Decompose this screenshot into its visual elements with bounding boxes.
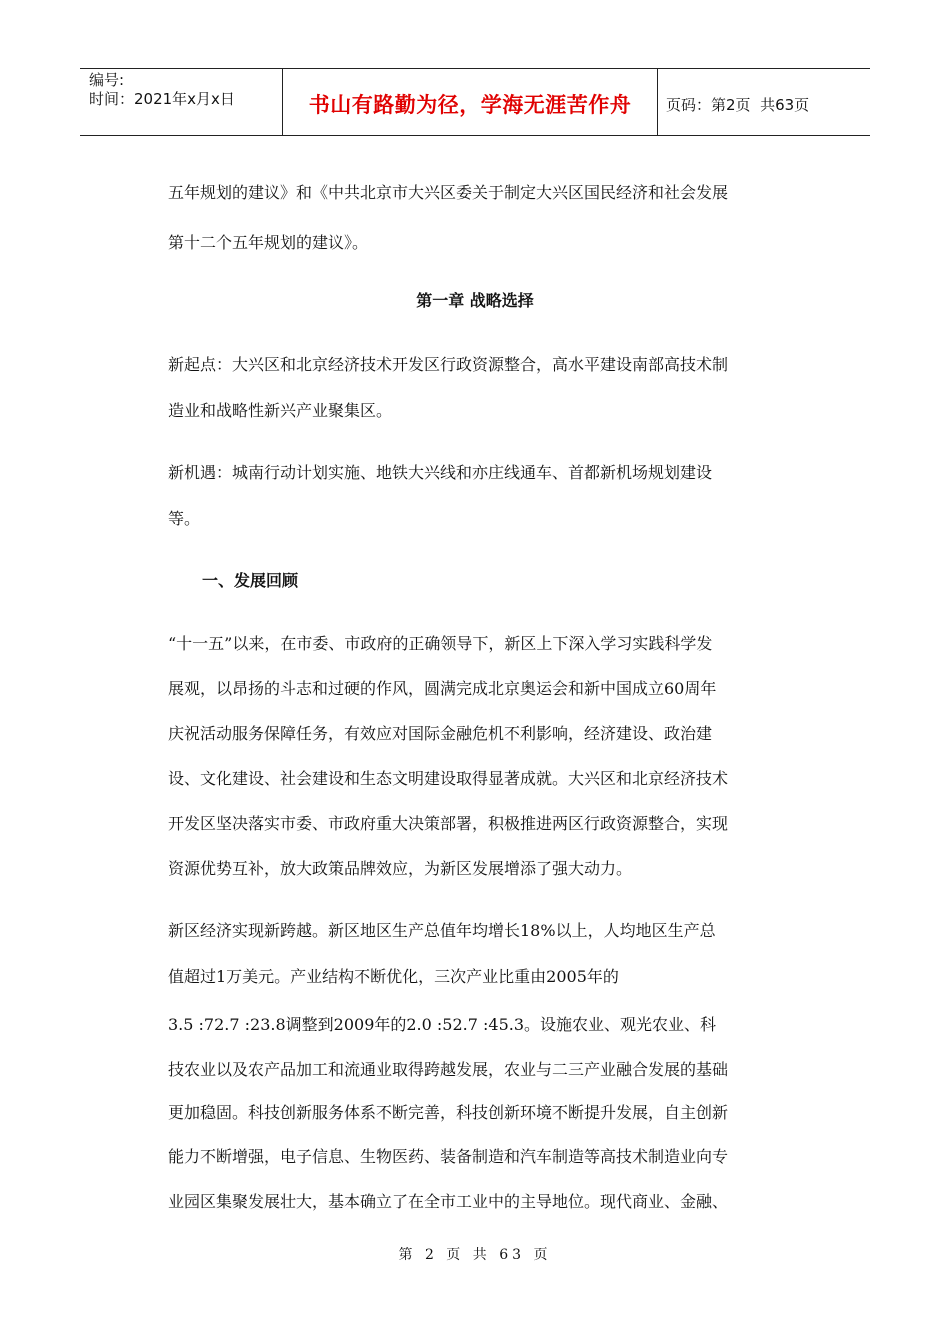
text-line: 更加稳固。科技创新服务体系不断完善，科技创新环境不断提升发展，自主创新 bbox=[168, 1103, 729, 1122]
text-line: 展观，以昂扬的斗志和过硬的作风，圆满完成北京奥运会和新中国成立60周年 bbox=[168, 679, 717, 698]
page-info-text: 页码：第2页 共63页 bbox=[666, 95, 810, 114]
text-line: 开发区坚决落实市委、市政府重大决策部署，积极推进两区行政资源整合，实现 bbox=[168, 814, 729, 833]
text-line: 等。 bbox=[168, 509, 201, 528]
text-line: 值超过1万美元。产业结构不断优化，三次产业比重由2005年的 bbox=[168, 967, 619, 986]
text-line: 能力不断增强，电子信息、生物医药、装备制造和汽车制造等高技术制造业向专 bbox=[168, 1147, 729, 1166]
document-date: 时间：2021年x月x日 bbox=[89, 90, 235, 108]
page-footer: 第 2 页 共 63 页 bbox=[398, 1247, 552, 1263]
section-title: 一、发展回顾 bbox=[202, 571, 299, 590]
text-line: 五年规划的建议》和《中共北京市大兴区委关于制定大兴区国民经济和社会发展 bbox=[168, 183, 729, 202]
header-motto: 书山有路勤为径，学海无涯苦作舟 bbox=[282, 69, 658, 135]
text-line: 新机遇：城南行动计划实施、地铁大兴线和亦庄线通车、首都新机场规划建设 bbox=[168, 463, 713, 482]
header-meta bbox=[80, 69, 282, 135]
text-line: 新起点：大兴区和北京经济技术开发区行政资源整合，高水平建设南部高技术制 bbox=[168, 355, 729, 374]
header-page-info bbox=[658, 69, 870, 135]
text-line: 资源优势互补，放大政策品牌效应，为新区发展增添了强大动力。 bbox=[168, 859, 633, 878]
text-line: 设、文化建设、社会建设和生态文明建设取得显著成就。大兴区和北京经济技术 bbox=[168, 769, 729, 788]
text-line: “十一五”以来，在市委、市政府的正确领导下，新区上下深入学习实践科学发 bbox=[168, 634, 713, 653]
document-number-label: 编号: bbox=[89, 71, 125, 89]
page-header bbox=[80, 68, 870, 136]
text-line: 新区经济实现新跨越。新区地区生产总值年均增长18%以上，人均地区生产总 bbox=[168, 921, 716, 940]
text-line: 3.5 :72.7 :23.8调整到2009年的2.0 :52.7 :45.3。设施农业、观光农业、科 bbox=[168, 1015, 717, 1034]
chapter-title: 第一章 战略选择 bbox=[416, 291, 534, 310]
text-line: 技农业以及农产品加工和流通业取得跨越发展，农业与二三产业融合发展的基础 bbox=[168, 1060, 729, 1079]
text-line: 庆祝活动服务保障任务，有效应对国际金融危机不利影响，经济建设、政治建 bbox=[168, 724, 713, 743]
text-line: 业园区集聚发展壮大，基本确立了在全市工业中的主导地位。现代商业、金融、 bbox=[168, 1192, 729, 1211]
text-line: 造业和战略性新兴产业聚集区。 bbox=[168, 401, 393, 420]
text-line: 第十二个五年规划的建议》。 bbox=[168, 233, 369, 252]
